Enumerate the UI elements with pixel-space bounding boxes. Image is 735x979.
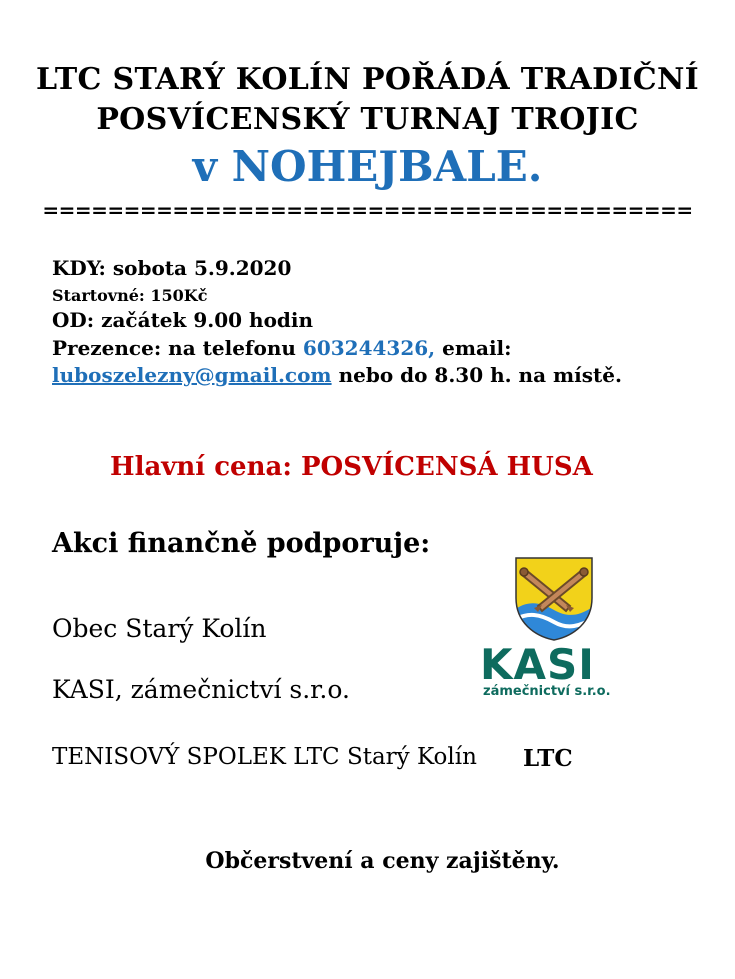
- sponsor-obec: Obec Starý Kolín: [52, 614, 267, 643]
- ltc-mark: LTC: [523, 745, 573, 772]
- coat-of-arms-icon: [514, 556, 594, 641]
- kasi-logo-subtitle: zámečnictví s.r.o.: [483, 684, 611, 699]
- sponsor-kasi: KASI, zámečnictví s.r.o.: [52, 675, 350, 704]
- divider-rule: ========================================: [42, 198, 693, 222]
- registration-line-2: [52, 363, 622, 387]
- footer-note: Občerstvení a ceny zajištěny.: [205, 848, 560, 874]
- email-link[interactable]: luboszelezny@gmail.com: [52, 363, 332, 387]
- title-line-1: LTC STARÝ KOLÍN POŘÁDÁ TRADIČNÍ: [35, 62, 700, 97]
- title-line-2: POSVÍCENSKÝ TURNAJ TROJIC: [96, 102, 639, 137]
- entry-fee: Startovné: 150Kč: [52, 286, 208, 305]
- registration-prefix: Prezence: na telefonu: [52, 336, 296, 360]
- support-heading: Akci finančně podporuje:: [52, 528, 431, 559]
- main-prize: Hlavní cena: POSVÍCENSÁ HUSA: [110, 452, 593, 482]
- registration-suffix: nebo do 8.30 h. na místě.: [338, 363, 622, 387]
- kasi-logo: KASI: [480, 640, 595, 689]
- registration-line: [52, 336, 512, 360]
- phone-number: 603244326,: [302, 336, 436, 360]
- email-label: email:: [442, 336, 512, 360]
- title-line-3: v NOHEJBALE.: [192, 142, 543, 191]
- sponsor-ltc: TENISOVÝ SPOLEK LTC Starý Kolín: [52, 744, 477, 770]
- start-time: OD: začátek 9.00 hodin: [52, 308, 314, 332]
- event-date: KDY: sobota 5.9.2020: [52, 256, 292, 280]
